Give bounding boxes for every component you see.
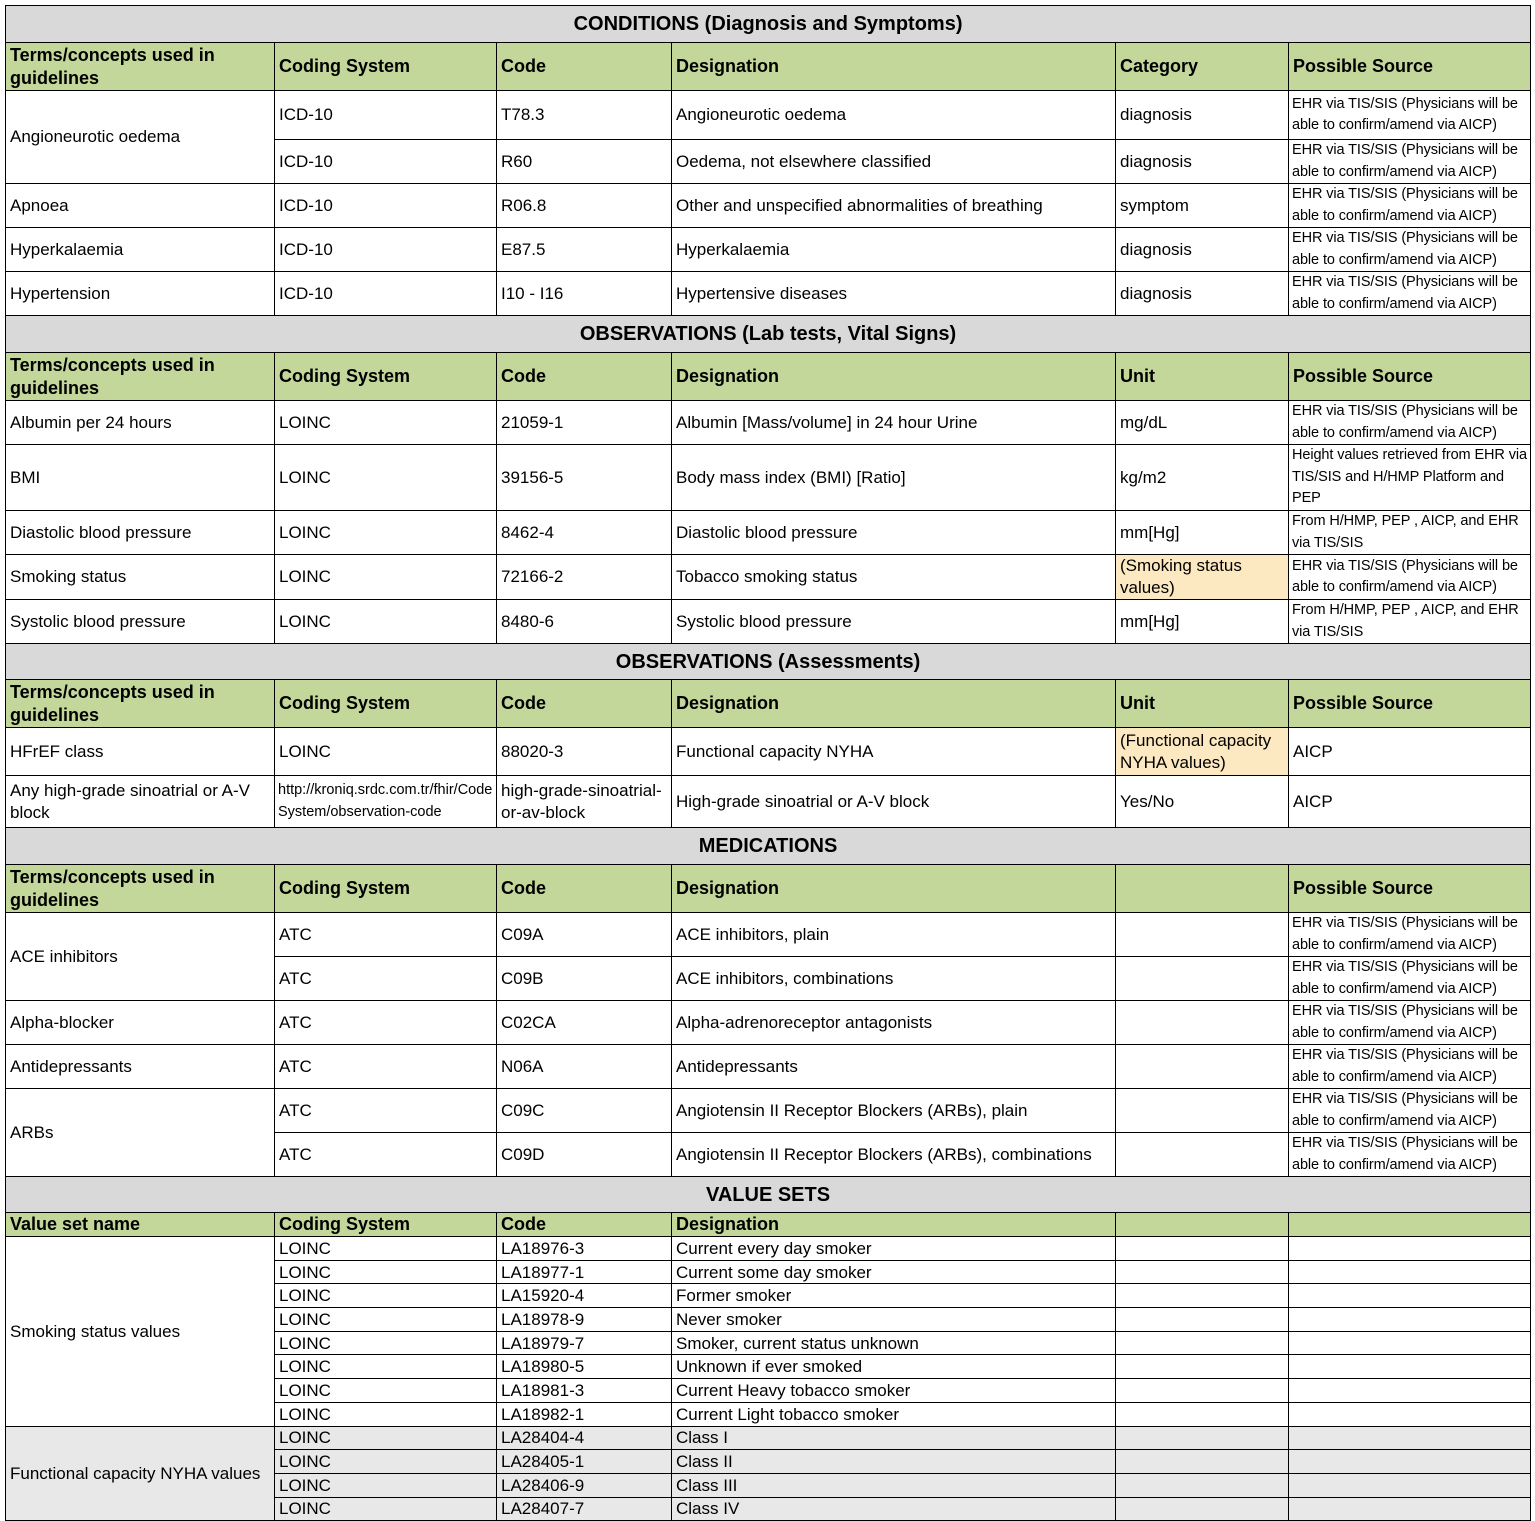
system-cell: LOINC bbox=[275, 1260, 497, 1284]
designation-cell: Never smoker bbox=[672, 1308, 1116, 1332]
designation-cell: Other and unspecified abnormalities of breathing bbox=[672, 184, 1116, 228]
table-row bbox=[6, 91, 1531, 140]
term-cell: BMI bbox=[6, 445, 275, 511]
code-cell: LA18982-1 bbox=[497, 1402, 672, 1426]
section-title: OBSERVATIONS (Lab tests, Vital Signs) bbox=[6, 316, 1531, 353]
table-row bbox=[6, 1001, 1531, 1045]
system-cell: LOINC bbox=[275, 511, 497, 555]
source-cell: EHR via TIS/SIS (Physicians will be able to confirm/amend via AICP) bbox=[1289, 1045, 1531, 1089]
term-cell: Any high-grade sinoatrial or A-V block bbox=[6, 776, 275, 828]
code-cell: I10 - I16 bbox=[497, 272, 672, 316]
code-cell: LA28404-4 bbox=[497, 1426, 672, 1450]
source-cell: EHR via TIS/SIS (Physicians will be able to confirm/amend via AICP) bbox=[1289, 184, 1531, 228]
section-title: OBSERVATIONS (Assessments) bbox=[6, 644, 1531, 680]
empty-cell bbox=[1289, 1426, 1531, 1450]
code-cell: 8462-4 bbox=[497, 511, 672, 555]
header-cell: Possible Source bbox=[1289, 865, 1531, 913]
system-cell: ICD-10 bbox=[275, 184, 497, 228]
source-cell: EHR via TIS/SIS (Physicians will be able to confirm/amend via AICP) bbox=[1289, 1089, 1531, 1133]
term-cell: ACE inhibitors bbox=[6, 913, 275, 1001]
source-cell: EHR via TIS/SIS (Physicians will be able to confirm/amend via AICP) bbox=[1289, 91, 1531, 140]
source-cell: EHR via TIS/SIS (Physicians will be able to confirm/amend via AICP) bbox=[1289, 272, 1531, 316]
header-cell: Designation bbox=[672, 43, 1116, 91]
category-cell: diagnosis bbox=[1116, 91, 1289, 140]
table-row bbox=[6, 776, 1531, 828]
designation-cell: Antidepressants bbox=[672, 1045, 1116, 1089]
empty-cell bbox=[1116, 1331, 1289, 1355]
empty-cell bbox=[1116, 1355, 1289, 1379]
empty-cell bbox=[1116, 1089, 1289, 1133]
term-cell: Hypertension bbox=[6, 272, 275, 316]
header-cell: Coding System bbox=[275, 1213, 497, 1237]
source-cell: AICP bbox=[1289, 776, 1531, 828]
system-cell: ATC bbox=[275, 913, 497, 957]
value-sets-title-row bbox=[6, 1177, 1531, 1213]
system-cell: ICD-10 bbox=[275, 91, 497, 140]
header-cell: Designation bbox=[672, 680, 1116, 728]
designation-cell: Current Light tobacco smoker bbox=[672, 1402, 1116, 1426]
system-cell: LOINC bbox=[275, 1379, 497, 1403]
designation-cell: Alpha-adrenoreceptor antagonists bbox=[672, 1001, 1116, 1045]
spreadsheet bbox=[5, 5, 1530, 1521]
table-row bbox=[6, 272, 1531, 316]
empty-cell bbox=[1116, 957, 1289, 1001]
designation-cell: Hyperkalaemia bbox=[672, 228, 1116, 272]
empty-cell bbox=[1116, 1426, 1289, 1450]
header-row bbox=[6, 43, 1531, 91]
designation-cell: Body mass index (BMI) [Ratio] bbox=[672, 445, 1116, 511]
empty-cell bbox=[1289, 1237, 1531, 1261]
designation-cell: Hypertensive diseases bbox=[672, 272, 1116, 316]
source-cell: From H/HMP, PEP , AICP, and EHR via TIS/SIS bbox=[1289, 600, 1531, 644]
source-cell: From H/HMP, PEP , AICP, and EHR via TIS/SIS bbox=[1289, 511, 1531, 555]
code-cell: R60 bbox=[497, 140, 672, 184]
empty-cell bbox=[1289, 1284, 1531, 1308]
medications-title-row bbox=[6, 828, 1531, 865]
system-cell: ICD-10 bbox=[275, 140, 497, 184]
designation-cell: Unknown if ever smoked bbox=[672, 1355, 1116, 1379]
unit-cell: mg/dL bbox=[1116, 401, 1289, 445]
empty-cell bbox=[1289, 1308, 1531, 1332]
empty-cell bbox=[1116, 1379, 1289, 1403]
header-cell: Coding System bbox=[275, 353, 497, 401]
header-row bbox=[6, 353, 1531, 401]
empty-cell bbox=[1116, 1450, 1289, 1474]
header-cell: Terms/concepts used in guidelines bbox=[6, 680, 275, 728]
source-cell: EHR via TIS/SIS (Physicians will be able to confirm/amend via AICP) bbox=[1289, 401, 1531, 445]
term-cell: Systolic blood pressure bbox=[6, 600, 275, 644]
empty-cell bbox=[1116, 1497, 1289, 1521]
code-cell: C09A bbox=[497, 913, 672, 957]
header-cell: Code bbox=[497, 865, 672, 913]
designation-cell: Diastolic blood pressure bbox=[672, 511, 1116, 555]
system-cell: LOINC bbox=[275, 555, 497, 600]
observations-lab-title-row bbox=[6, 316, 1531, 353]
code-cell: C02CA bbox=[497, 1001, 672, 1045]
header-cell: Code bbox=[497, 1213, 672, 1237]
unit-cell-highlighted: (Functional capacity NYHA values) bbox=[1116, 728, 1289, 776]
header-cell: Value set name bbox=[6, 1213, 275, 1237]
code-cell: LA28405-1 bbox=[497, 1450, 672, 1474]
source-cell: EHR via TIS/SIS (Physicians will be able to confirm/amend via AICP) bbox=[1289, 228, 1531, 272]
designation-cell: Current Heavy tobacco smoker bbox=[672, 1379, 1116, 1403]
term-cell: HFrEF class bbox=[6, 728, 275, 776]
empty-cell bbox=[1116, 1045, 1289, 1089]
term-cell: Hyperkalaemia bbox=[6, 228, 275, 272]
system-cell: LOINC bbox=[275, 1402, 497, 1426]
code-cell: T78.3 bbox=[497, 91, 672, 140]
designation-cell: Class II bbox=[672, 1450, 1116, 1474]
header-cell: Designation bbox=[672, 353, 1116, 401]
header-cell: Possible Source bbox=[1289, 353, 1531, 401]
designation-cell: Smoker, current status unknown bbox=[672, 1331, 1116, 1355]
code-cell: LA28406-9 bbox=[497, 1473, 672, 1497]
header-cell: Unit bbox=[1116, 680, 1289, 728]
term-cell: ARBs bbox=[6, 1089, 275, 1177]
designation-cell: Current some day smoker bbox=[672, 1260, 1116, 1284]
source-cell: AICP bbox=[1289, 728, 1531, 776]
source-cell: Height values retrieved from EHR via TIS/SIS and H/HMP Platform and PEP bbox=[1289, 445, 1531, 511]
table-row bbox=[6, 401, 1531, 445]
header-cell: Coding System bbox=[275, 43, 497, 91]
designation-cell: Former smoker bbox=[672, 1284, 1116, 1308]
code-cell: 8480-6 bbox=[497, 600, 672, 644]
unit-cell: mm[Hg] bbox=[1116, 511, 1289, 555]
code-cell: 72166-2 bbox=[497, 555, 672, 600]
table-row bbox=[6, 1045, 1531, 1089]
section-title: VALUE SETS bbox=[6, 1177, 1531, 1213]
code-cell: C09D bbox=[497, 1133, 672, 1177]
system-cell: LOINC bbox=[275, 1284, 497, 1308]
conditions-title-row bbox=[6, 6, 1531, 43]
code-cell: 39156-5 bbox=[497, 445, 672, 511]
system-cell: ATC bbox=[275, 1133, 497, 1177]
code-cell: 21059-1 bbox=[497, 401, 672, 445]
source-cell: EHR via TIS/SIS (Physicians will be able to confirm/amend via AICP) bbox=[1289, 957, 1531, 1001]
empty-cell bbox=[1289, 1355, 1531, 1379]
empty-cell bbox=[1116, 1133, 1289, 1177]
designation-cell: Class III bbox=[672, 1473, 1116, 1497]
term-cell: Antidepressants bbox=[6, 1045, 275, 1089]
designation-cell: Tobacco smoking status bbox=[672, 555, 1116, 600]
system-cell: LOINC bbox=[275, 1355, 497, 1379]
header-cell: Terms/concepts used in guidelines bbox=[6, 865, 275, 913]
header-cell: Code bbox=[497, 353, 672, 401]
system-cell: ATC bbox=[275, 957, 497, 1001]
source-cell: EHR via TIS/SIS (Physicians will be able to confirm/amend via AICP) bbox=[1289, 1133, 1531, 1177]
designation-cell: Functional capacity NYHA bbox=[672, 728, 1116, 776]
code-cell: high-grade-sinoatrial-or-av-block bbox=[497, 776, 672, 828]
empty-cell bbox=[1289, 1331, 1531, 1355]
source-cell: EHR via TIS/SIS (Physicians will be able to confirm/amend via AICP) bbox=[1289, 555, 1531, 600]
system-cell: LOINC bbox=[275, 600, 497, 644]
system-cell: ATC bbox=[275, 1001, 497, 1045]
unit-cell-highlighted: (Smoking status values) bbox=[1116, 555, 1289, 600]
designation-cell: Albumin [Mass/volume] in 24 hour Urine bbox=[672, 401, 1116, 445]
unit-cell: Yes/No bbox=[1116, 776, 1289, 828]
table-row bbox=[6, 555, 1531, 600]
empty-cell bbox=[1116, 1001, 1289, 1045]
code-cell: LA28407-7 bbox=[497, 1497, 672, 1521]
category-cell: symptom bbox=[1116, 184, 1289, 228]
system-cell: LOINC bbox=[275, 1473, 497, 1497]
designation-cell: Oedema, not elsewhere classified bbox=[672, 140, 1116, 184]
empty-cell bbox=[1289, 1402, 1531, 1426]
value-set-name-cell: Functional capacity NYHA values bbox=[6, 1426, 275, 1521]
table-row bbox=[6, 1237, 1531, 1261]
empty-cell bbox=[1116, 913, 1289, 957]
empty-cell bbox=[1289, 1497, 1531, 1521]
unit-cell: kg/m2 bbox=[1116, 445, 1289, 511]
code-cell: LA18977-1 bbox=[497, 1260, 672, 1284]
system-cell: LOINC bbox=[275, 1308, 497, 1332]
system-cell: LOINC bbox=[275, 728, 497, 776]
system-cell: LOINC bbox=[275, 445, 497, 511]
header-cell: Terms/concepts used in guidelines bbox=[6, 43, 275, 91]
header-cell: Coding System bbox=[275, 865, 497, 913]
table-row bbox=[6, 913, 1531, 957]
term-cell: Angioneurotic oedema bbox=[6, 91, 275, 184]
header-row bbox=[6, 680, 1531, 728]
empty-cell bbox=[1289, 1450, 1531, 1474]
code-cell: LA18981-3 bbox=[497, 1379, 672, 1403]
category-cell: diagnosis bbox=[1116, 228, 1289, 272]
table-row bbox=[6, 600, 1531, 644]
system-cell: ATC bbox=[275, 1089, 497, 1133]
table-row bbox=[6, 511, 1531, 555]
system-cell: LOINC bbox=[275, 1497, 497, 1521]
code-cell: E87.5 bbox=[497, 228, 672, 272]
code-cell: C09C bbox=[497, 1089, 672, 1133]
header-cell: Code bbox=[497, 43, 672, 91]
header-cell: Code bbox=[497, 680, 672, 728]
system-cell: LOINC bbox=[275, 1426, 497, 1450]
system-cell: ICD-10 bbox=[275, 228, 497, 272]
category-cell: diagnosis bbox=[1116, 140, 1289, 184]
system-cell: http://kroniq.srdc.com.tr/fhir/CodeSystem/observation-code bbox=[275, 776, 497, 828]
header-row bbox=[6, 865, 1531, 913]
table-row bbox=[6, 1426, 1531, 1450]
code-cell: C09B bbox=[497, 957, 672, 1001]
designation-cell: Systolic blood pressure bbox=[672, 600, 1116, 644]
header-cell: Designation bbox=[672, 865, 1116, 913]
header-cell: Possible Source bbox=[1289, 43, 1531, 91]
table-row bbox=[6, 1089, 1531, 1133]
system-cell: LOINC bbox=[275, 401, 497, 445]
code-cell: LA18979-7 bbox=[497, 1331, 672, 1355]
code-cell: N06A bbox=[497, 1045, 672, 1089]
system-cell: ICD-10 bbox=[275, 272, 497, 316]
system-cell: LOINC bbox=[275, 1331, 497, 1355]
empty-cell bbox=[1289, 1260, 1531, 1284]
designation-cell: High-grade sinoatrial or A-V block bbox=[672, 776, 1116, 828]
code-cell: LA15920-4 bbox=[497, 1284, 672, 1308]
empty-cell bbox=[1116, 1284, 1289, 1308]
code-cell: 88020-3 bbox=[497, 728, 672, 776]
terminology-table bbox=[5, 5, 1531, 1521]
header-row bbox=[6, 1213, 1531, 1237]
term-cell: Albumin per 24 hours bbox=[6, 401, 275, 445]
designation-cell: ACE inhibitors, combinations bbox=[672, 957, 1116, 1001]
term-cell: Smoking status bbox=[6, 555, 275, 600]
category-cell: diagnosis bbox=[1116, 272, 1289, 316]
system-cell: LOINC bbox=[275, 1450, 497, 1474]
term-cell: Alpha-blocker bbox=[6, 1001, 275, 1045]
value-set-name-cell: Smoking status values bbox=[6, 1237, 275, 1427]
header-cell: Possible Source bbox=[1289, 680, 1531, 728]
designation-cell: Angiotensin II Receptor Blockers (ARBs), combinations bbox=[672, 1133, 1116, 1177]
empty-cell bbox=[1289, 1379, 1531, 1403]
system-cell: LOINC bbox=[275, 1237, 497, 1261]
unit-cell: mm[Hg] bbox=[1116, 600, 1289, 644]
code-cell: LA18978-9 bbox=[497, 1308, 672, 1332]
source-cell: EHR via TIS/SIS (Physicians will be able to confirm/amend via AICP) bbox=[1289, 913, 1531, 957]
code-cell: LA18980-5 bbox=[497, 1355, 672, 1379]
table-row bbox=[6, 728, 1531, 776]
header-cell bbox=[1116, 1213, 1289, 1237]
empty-cell bbox=[1116, 1473, 1289, 1497]
designation-cell: Angioneurotic oedema bbox=[672, 91, 1116, 140]
empty-cell bbox=[1289, 1473, 1531, 1497]
empty-cell bbox=[1116, 1237, 1289, 1261]
designation-cell: Angiotensin II Receptor Blockers (ARBs), plain bbox=[672, 1089, 1116, 1133]
code-cell: LA18976-3 bbox=[497, 1237, 672, 1261]
term-cell: Diastolic blood pressure bbox=[6, 511, 275, 555]
header-cell bbox=[1289, 1213, 1531, 1237]
designation-cell: Class I bbox=[672, 1426, 1116, 1450]
code-cell: R06.8 bbox=[497, 184, 672, 228]
designation-cell: ACE inhibitors, plain bbox=[672, 913, 1116, 957]
table-row bbox=[6, 445, 1531, 511]
header-cell: Unit bbox=[1116, 353, 1289, 401]
header-cell bbox=[1116, 865, 1289, 913]
section-title: CONDITIONS (Diagnosis and Symptoms) bbox=[6, 6, 1531, 43]
designation-cell: Current every day smoker bbox=[672, 1237, 1116, 1261]
header-cell: Coding System bbox=[275, 680, 497, 728]
header-cell: Terms/concepts used in guidelines bbox=[6, 353, 275, 401]
designation-cell: Class IV bbox=[672, 1497, 1116, 1521]
header-cell: Category bbox=[1116, 43, 1289, 91]
section-title: MEDICATIONS bbox=[6, 828, 1531, 865]
empty-cell bbox=[1116, 1308, 1289, 1332]
observations-assess-title-row bbox=[6, 644, 1531, 680]
system-cell: ATC bbox=[275, 1045, 497, 1089]
term-cell: Apnoea bbox=[6, 184, 275, 228]
empty-cell bbox=[1116, 1260, 1289, 1284]
table-row bbox=[6, 228, 1531, 272]
source-cell: EHR via TIS/SIS (Physicians will be able to confirm/amend via AICP) bbox=[1289, 1001, 1531, 1045]
table-row bbox=[6, 184, 1531, 228]
source-cell: EHR via TIS/SIS (Physicians will be able to confirm/amend via AICP) bbox=[1289, 140, 1531, 184]
empty-cell bbox=[1116, 1402, 1289, 1426]
header-cell: Designation bbox=[672, 1213, 1116, 1237]
